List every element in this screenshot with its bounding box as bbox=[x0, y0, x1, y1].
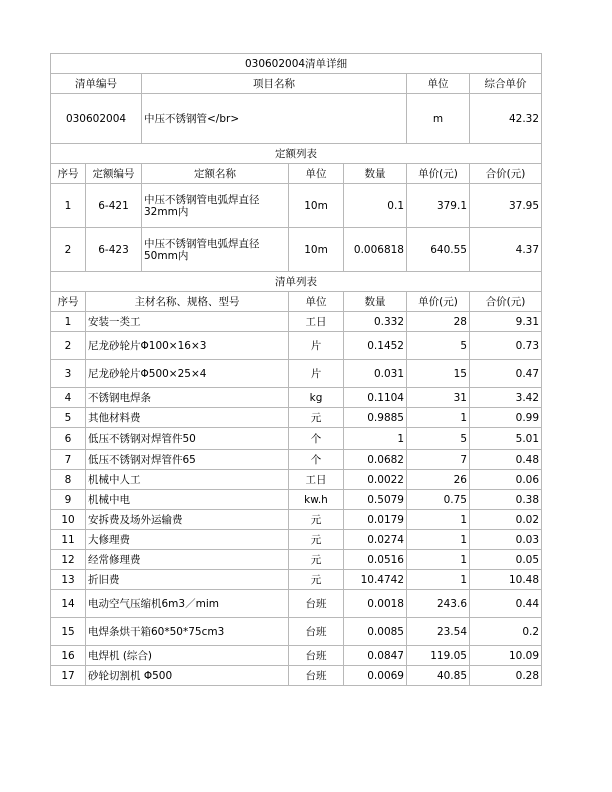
material-qty: 0.9885 bbox=[344, 408, 407, 428]
item-unit: m bbox=[407, 94, 470, 144]
material-row bbox=[51, 590, 542, 618]
quota-total-header: 合价(元) bbox=[470, 164, 542, 184]
quota-seq-header: 序号 bbox=[51, 164, 86, 184]
title-row bbox=[51, 54, 542, 74]
material-total: 0.06 bbox=[470, 470, 542, 490]
material-price: 5 bbox=[407, 428, 470, 450]
material-qty: 0.0274 bbox=[344, 530, 407, 550]
material-row bbox=[51, 550, 542, 570]
material-qty-header: 数量 bbox=[344, 292, 407, 312]
quota-code: 6-421 bbox=[86, 184, 142, 228]
material-unit: 个 bbox=[289, 450, 344, 470]
material-name: 折旧费 bbox=[86, 570, 289, 590]
material-total-header: 合价(元) bbox=[470, 292, 542, 312]
material-qty: 0.0018 bbox=[344, 590, 407, 618]
material-row bbox=[51, 332, 542, 360]
material-name: 电焊条烘干箱60*50*75cm3 bbox=[86, 618, 289, 646]
material-row bbox=[51, 646, 542, 666]
material-unit: 台班 bbox=[289, 590, 344, 618]
quota-price: 379.1 bbox=[407, 184, 470, 228]
material-price: 1 bbox=[407, 510, 470, 530]
material-qty: 0.0682 bbox=[344, 450, 407, 470]
material-total: 9.31 bbox=[470, 312, 542, 332]
material-unit-header: 单位 bbox=[289, 292, 344, 312]
material-row bbox=[51, 570, 542, 590]
material-row bbox=[51, 388, 542, 408]
material-unit: 工日 bbox=[289, 470, 344, 490]
material-seq: 6 bbox=[51, 428, 86, 450]
material-header-row bbox=[51, 292, 542, 312]
quota-seq: 2 bbox=[51, 228, 86, 272]
material-total: 0.03 bbox=[470, 530, 542, 550]
quota-name: 中压不锈钢管电弧焊直径50mm内 bbox=[142, 228, 289, 272]
material-unit: 台班 bbox=[289, 666, 344, 686]
quota-section-row bbox=[51, 144, 542, 164]
quota-row bbox=[51, 184, 542, 228]
material-seq: 2 bbox=[51, 332, 86, 360]
quota-seq: 1 bbox=[51, 184, 86, 228]
material-name: 经常修理费 bbox=[86, 550, 289, 570]
material-seq: 12 bbox=[51, 550, 86, 570]
material-qty: 0.1452 bbox=[344, 332, 407, 360]
material-name: 大修理费 bbox=[86, 530, 289, 550]
material-unit: 工日 bbox=[289, 312, 344, 332]
material-qty: 0.0516 bbox=[344, 550, 407, 570]
material-seq-header: 序号 bbox=[51, 292, 86, 312]
material-seq: 10 bbox=[51, 510, 86, 530]
material-total: 10.09 bbox=[470, 646, 542, 666]
bill-detail-table bbox=[50, 53, 542, 686]
material-qty: 0.1104 bbox=[344, 388, 407, 408]
material-list bbox=[51, 312, 542, 686]
material-row bbox=[51, 312, 542, 332]
material-total: 0.38 bbox=[470, 490, 542, 510]
material-price: 28 bbox=[407, 312, 470, 332]
material-price: 1 bbox=[407, 530, 470, 550]
item-name-header: 项目名称 bbox=[142, 74, 407, 94]
quota-total: 37.95 bbox=[470, 184, 542, 228]
material-unit: kg bbox=[289, 388, 344, 408]
material-total: 0.02 bbox=[470, 510, 542, 530]
material-unit: 元 bbox=[289, 570, 344, 590]
material-total: 0.99 bbox=[470, 408, 542, 428]
quota-name: 中压不锈钢管电弧焊直径32mm内 bbox=[142, 184, 289, 228]
quota-name-header: 定额名称 bbox=[142, 164, 289, 184]
material-row bbox=[51, 490, 542, 510]
quota-unit: 10m bbox=[289, 184, 344, 228]
item-unit-header: 单位 bbox=[407, 74, 470, 94]
material-seq: 4 bbox=[51, 388, 86, 408]
item-name: 中压不锈钢管</br> bbox=[142, 94, 407, 144]
material-name: 安拆费及场外运输费 bbox=[86, 510, 289, 530]
material-qty: 0.0069 bbox=[344, 666, 407, 686]
material-seq: 14 bbox=[51, 590, 86, 618]
material-unit: 元 bbox=[289, 408, 344, 428]
material-section-row bbox=[51, 272, 542, 292]
material-unit: 个 bbox=[289, 428, 344, 450]
material-row bbox=[51, 450, 542, 470]
quota-row bbox=[51, 228, 542, 272]
material-price: 5 bbox=[407, 332, 470, 360]
material-unit: 元 bbox=[289, 550, 344, 570]
quota-code-header: 定额编号 bbox=[86, 164, 142, 184]
material-qty: 10.4742 bbox=[344, 570, 407, 590]
page-title: 030602004清单详细 bbox=[51, 54, 542, 74]
material-name: 其他材料费 bbox=[86, 408, 289, 428]
material-row bbox=[51, 360, 542, 388]
quota-price: 640.55 bbox=[407, 228, 470, 272]
material-price: 23.54 bbox=[407, 618, 470, 646]
material-seq: 17 bbox=[51, 666, 86, 686]
material-seq: 7 bbox=[51, 450, 86, 470]
item-code: 030602004 bbox=[51, 94, 142, 144]
material-seq: 13 bbox=[51, 570, 86, 590]
material-total: 0.44 bbox=[470, 590, 542, 618]
material-row bbox=[51, 428, 542, 450]
material-unit: 台班 bbox=[289, 618, 344, 646]
material-seq: 5 bbox=[51, 408, 86, 428]
material-name: 安装一类工 bbox=[86, 312, 289, 332]
quota-qty: 0.1 bbox=[344, 184, 407, 228]
material-qty: 0.332 bbox=[344, 312, 407, 332]
material-qty: 0.0179 bbox=[344, 510, 407, 530]
material-name: 砂轮切割机 Φ500 bbox=[86, 666, 289, 686]
material-seq: 1 bbox=[51, 312, 86, 332]
quota-code: 6-423 bbox=[86, 228, 142, 272]
material-total: 0.2 bbox=[470, 618, 542, 646]
item-price: 42.32 bbox=[470, 94, 542, 144]
material-price: 1 bbox=[407, 570, 470, 590]
material-price: 15 bbox=[407, 360, 470, 388]
material-seq: 11 bbox=[51, 530, 86, 550]
quota-qty: 0.006818 bbox=[344, 228, 407, 272]
material-price: 243.6 bbox=[407, 590, 470, 618]
material-name: 低压不锈钢对焊管件50 bbox=[86, 428, 289, 450]
material-row bbox=[51, 618, 542, 646]
material-name: 电动空气压缩机6m3／mim bbox=[86, 590, 289, 618]
item-row bbox=[51, 94, 542, 144]
material-name: 不锈钢电焊条 bbox=[86, 388, 289, 408]
quota-header-row bbox=[51, 164, 542, 184]
material-name: 尼龙砂轮片Φ100×16×3 bbox=[86, 332, 289, 360]
material-unit: 台班 bbox=[289, 646, 344, 666]
quota-qty-header: 数量 bbox=[344, 164, 407, 184]
material-price: 31 bbox=[407, 388, 470, 408]
quota-unit-header: 单位 bbox=[289, 164, 344, 184]
item-code-header: 清单编号 bbox=[51, 74, 142, 94]
material-row bbox=[51, 510, 542, 530]
material-total: 5.01 bbox=[470, 428, 542, 450]
material-unit: 元 bbox=[289, 510, 344, 530]
material-price: 7 bbox=[407, 450, 470, 470]
item-header-row bbox=[51, 74, 542, 94]
material-unit: 片 bbox=[289, 360, 344, 388]
material-name: 低压不锈钢对焊管件65 bbox=[86, 450, 289, 470]
material-seq: 16 bbox=[51, 646, 86, 666]
material-price: 40.85 bbox=[407, 666, 470, 686]
material-row bbox=[51, 408, 542, 428]
material-seq: 8 bbox=[51, 470, 86, 490]
material-price-header: 单价(元) bbox=[407, 292, 470, 312]
material-unit: 元 bbox=[289, 530, 344, 550]
material-section-title: 清单列表 bbox=[51, 272, 542, 292]
material-seq: 3 bbox=[51, 360, 86, 388]
material-price: 1 bbox=[407, 550, 470, 570]
material-seq: 9 bbox=[51, 490, 86, 510]
material-name: 尼龙砂轮片Φ500×25×4 bbox=[86, 360, 289, 388]
material-name: 机械中电 bbox=[86, 490, 289, 510]
material-qty: 0.031 bbox=[344, 360, 407, 388]
material-qty: 0.0022 bbox=[344, 470, 407, 490]
material-total: 0.73 bbox=[470, 332, 542, 360]
material-price: 26 bbox=[407, 470, 470, 490]
item-price-header: 综合单价 bbox=[470, 74, 542, 94]
material-total: 0.28 bbox=[470, 666, 542, 686]
material-name: 机械中人工 bbox=[86, 470, 289, 490]
material-total: 0.05 bbox=[470, 550, 542, 570]
material-name: 电焊机 (综合) bbox=[86, 646, 289, 666]
material-row bbox=[51, 530, 542, 550]
quota-unit: 10m bbox=[289, 228, 344, 272]
material-qty: 0.0847 bbox=[344, 646, 407, 666]
material-total: 3.42 bbox=[470, 388, 542, 408]
material-price: 0.75 bbox=[407, 490, 470, 510]
material-price: 1 bbox=[407, 408, 470, 428]
material-name-header: 主材名称、规格、型号 bbox=[86, 292, 289, 312]
material-qty: 0.0085 bbox=[344, 618, 407, 646]
material-row bbox=[51, 666, 542, 686]
material-row bbox=[51, 470, 542, 490]
quota-total: 4.37 bbox=[470, 228, 542, 272]
material-price: 119.05 bbox=[407, 646, 470, 666]
material-qty: 1 bbox=[344, 428, 407, 450]
quota-price-header: 单价(元) bbox=[407, 164, 470, 184]
material-total: 10.48 bbox=[470, 570, 542, 590]
material-unit: 片 bbox=[289, 332, 344, 360]
material-unit: kw.h bbox=[289, 490, 344, 510]
material-seq: 15 bbox=[51, 618, 86, 646]
material-qty: 0.5079 bbox=[344, 490, 407, 510]
material-total: 0.47 bbox=[470, 360, 542, 388]
material-total: 0.48 bbox=[470, 450, 542, 470]
quota-section-title: 定额列表 bbox=[51, 144, 542, 164]
